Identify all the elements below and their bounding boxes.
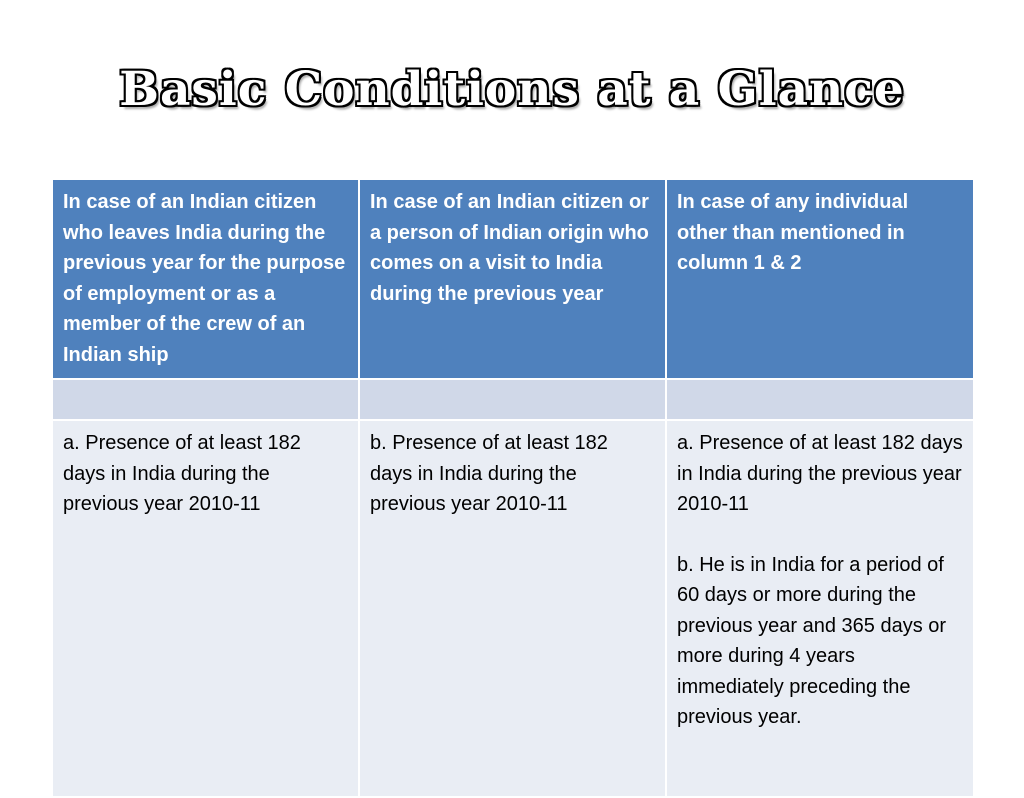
condition-text-a: a. Presence of at least 182 days in India during the previous year 2010-11 (677, 432, 963, 515)
conditions-table (51, 178, 975, 798)
header-cell-column-3: In case of any individual other than mentioned in column 1 & 2 (666, 179, 974, 379)
body-cell-column-2 (359, 420, 666, 797)
spacer-cell (359, 379, 666, 420)
condition-text: b. Presence of at least 182 days in India during the previous year 2010-11 (370, 432, 608, 515)
header-cell-column-1: In case of an Indian citizen who leaves India during the previous year for the purpose of employment or as a member of the crew of an Indian ship (52, 179, 359, 379)
table-spacer-row (52, 379, 974, 420)
body-cell-column-1 (52, 420, 359, 797)
table-row (52, 420, 974, 797)
header-cell-column-2: In case of an Indian citizen or a person of Indian origin who comes on a visit to India during the previous year (359, 179, 666, 379)
body-cell-column-3 (666, 420, 974, 797)
spacer-cell (52, 379, 359, 420)
slide-title: Basic Conditions at a Glance (119, 62, 905, 117)
condition-text-b: b. He is in India for a period of 60 days or more during the previous year and 365 days or more during 4 years immediately preceding the previous year. (677, 553, 947, 728)
spacer-cell (666, 379, 974, 420)
paragraph-gap (677, 520, 963, 550)
table-header-row (52, 179, 974, 379)
condition-text: a. Presence of at least 182 days in India during the previous year 2010-11 (63, 432, 301, 515)
